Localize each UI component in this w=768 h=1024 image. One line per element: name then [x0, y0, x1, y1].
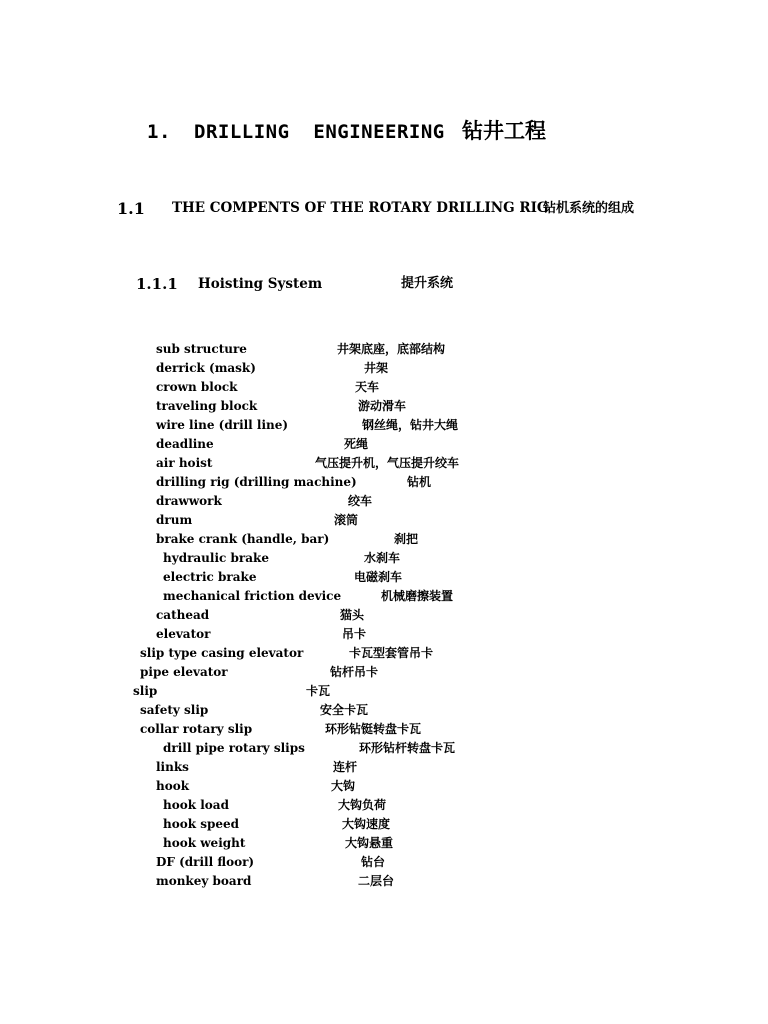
subsection-title-cn: 提升系统	[401, 276, 454, 291]
term-en: hook load	[163, 798, 229, 812]
term-en: hook	[156, 779, 190, 793]
term-cn: 气压提升机，气压提升绞车	[315, 456, 460, 470]
subsection-title: Hoisting System	[198, 276, 323, 292]
term-cn: 二层台	[358, 874, 395, 888]
term-cn: 环形钻铤转盘卡瓦	[325, 722, 422, 736]
term-en: DF (drill floor)	[156, 855, 255, 869]
term-en: slip	[133, 684, 158, 698]
term-en: collar rotary slip	[140, 722, 253, 736]
chapter-title: DRILLING ENGINEERING	[194, 121, 445, 143]
term-cn: 钻台	[361, 855, 386, 869]
term-en: drawwork	[156, 494, 222, 508]
term-en: hydraulic brake	[163, 551, 269, 565]
term-en: crown block	[156, 380, 238, 394]
term-en: deadline	[156, 437, 214, 451]
term-cn: 大钩悬重	[345, 836, 394, 850]
term-en: links	[156, 760, 189, 774]
term-en: sub structure	[156, 342, 247, 356]
term-cn: 卡瓦型套管吊卡	[349, 646, 434, 660]
term-cn: 水刹车	[364, 551, 401, 565]
chapter-title-cn: 钻井工程	[462, 119, 546, 143]
term-cn: 绞车	[348, 494, 373, 508]
term-en: wire line (drill line)	[156, 418, 289, 432]
term-en: monkey board	[156, 874, 252, 888]
term-en: mechanical friction device	[163, 589, 342, 603]
term-en: brake crank (handle, bar)	[156, 532, 330, 546]
section-number: 1.1	[117, 199, 145, 218]
term-cn: 钻机	[407, 475, 432, 489]
term-en: electric brake	[163, 570, 257, 584]
section-title: THE COMPENTS OF THE ROTARY DRILLING RIG	[172, 200, 549, 216]
term-cn: 机械磨擦装置	[381, 589, 454, 603]
term-cn: 猫头	[340, 608, 365, 622]
subsection-number: 1.1.1	[136, 275, 178, 293]
term-cn: 天车	[355, 380, 380, 394]
term-cn: 大钩速度	[342, 817, 391, 831]
term-cn: 电磁刹车	[354, 570, 403, 584]
section-title-cn: 钻机系统的组成	[543, 201, 635, 216]
term-cn: 大钩负荷	[338, 798, 387, 812]
term-cn: 滚筒	[334, 513, 359, 527]
term-en: drum	[156, 513, 193, 527]
term-cn: 卡瓦	[306, 684, 331, 698]
term-cn: 井架底座，底部结构	[337, 342, 446, 356]
term-en: drill pipe rotary slips	[163, 741, 305, 755]
term-en: derrick (mask)	[156, 361, 256, 375]
term-cn: 游动滑车	[358, 399, 407, 413]
term-en: hook speed	[163, 817, 240, 831]
term-cn: 大钩	[331, 779, 356, 793]
term-en: traveling block	[156, 399, 258, 413]
term-cn: 环形钻杆转盘卡瓦	[359, 741, 456, 755]
term-cn: 钻杆吊卡	[330, 665, 379, 679]
term-en: slip type casing elevator	[140, 646, 304, 660]
term-en: safety slip	[140, 703, 209, 717]
term-cn: 刹把	[394, 532, 419, 546]
term-cn: 安全卡瓦	[320, 703, 369, 717]
term-cn: 吊卡	[342, 627, 367, 641]
term-en: hook weight	[163, 836, 246, 850]
term-en: drilling rig (drilling machine)	[156, 475, 357, 489]
term-en: air hoist	[156, 456, 213, 470]
term-cn: 井架	[364, 361, 389, 375]
term-en: cathead	[156, 608, 210, 622]
term-en: pipe elevator	[140, 665, 228, 679]
term-cn: 钢丝绳，钻井大绳	[362, 418, 459, 432]
term-cn: 连杆	[333, 760, 358, 774]
term-en: elevator	[156, 627, 211, 641]
term-cn: 死绳	[344, 437, 369, 451]
chapter-number: 1.	[147, 121, 171, 143]
